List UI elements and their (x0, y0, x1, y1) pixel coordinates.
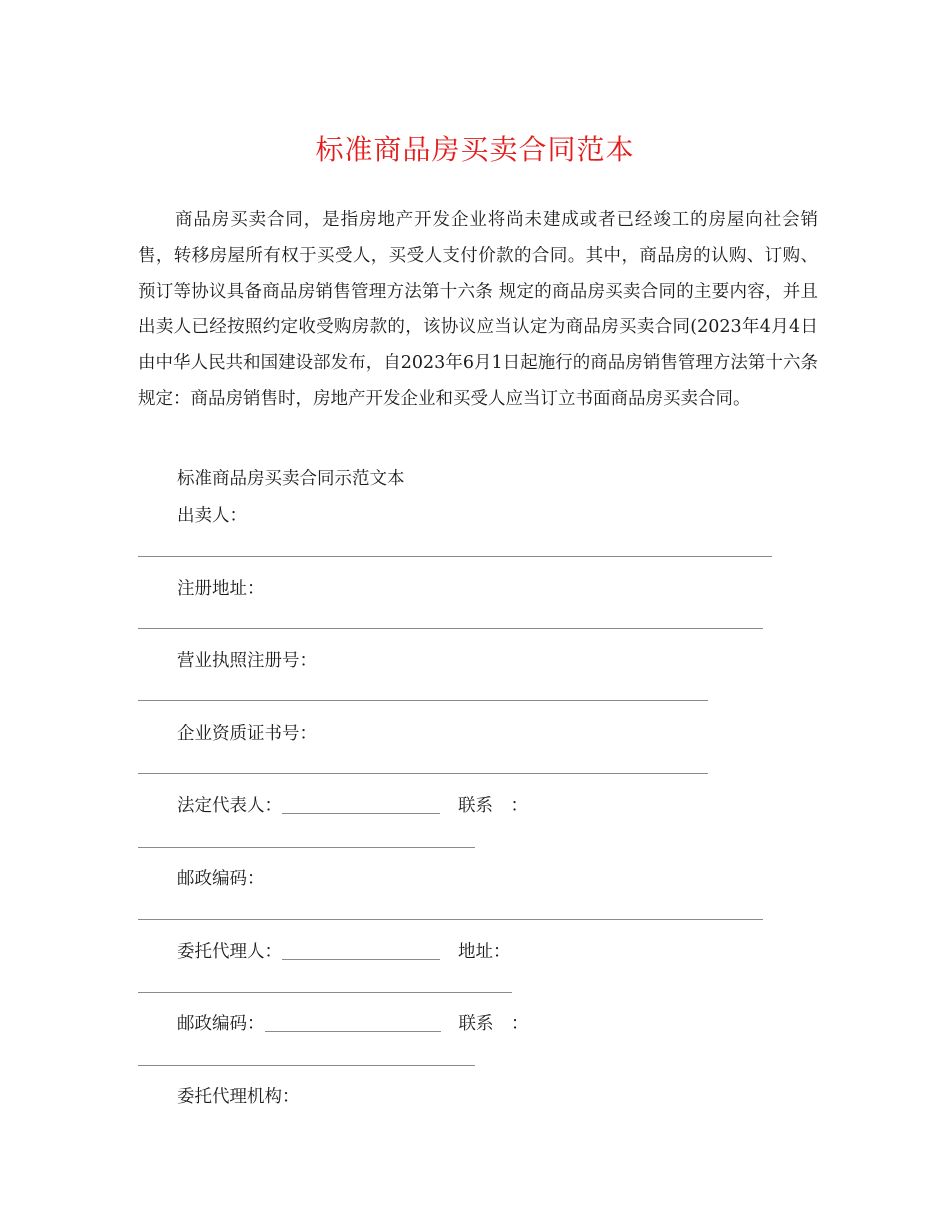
postal-code-2-blank (265, 1031, 441, 1032)
intro-paragraph: 商品房买卖合同，是指房地产开发企业将尚未建成或者已经竣工的房屋向社会销售，转移房屋所有权于买受人，买受人支付价款的合同。其中，商品房的认购、订购、预订等协议具备商品房销售管理方法第十六条 规定的商品房买卖合同的主要内容，并且出卖人已经按照约定收受购房款的，该协议应当认定为商品房买卖合同(2023年4月4日由中华人民共和国建设部发布，自2023年6月1日起施行的商品房销售管理方法第十六条 规定：商品房销售时，房地产开发企业和买受人应当订立书面商品房买卖合同。 (138, 210, 818, 409)
sample-heading: 标准商品房买卖合同示范文本 (177, 469, 405, 489)
postal-code-1-label: 邮政编码： (177, 869, 265, 889)
legal-rep-label: 法定代表人： (177, 796, 282, 816)
legal-rep-blank (282, 813, 440, 814)
contact-label-2: 联系 ： (458, 1014, 529, 1034)
seller-label: 出卖人： (177, 506, 247, 526)
address-blank-line (138, 992, 512, 993)
document-title: 标准商品房买卖合同范本 (315, 133, 635, 166)
contact-2-blank-line (138, 1065, 475, 1066)
postal-code-1-blank-line (138, 919, 763, 920)
address-label: 地址： (458, 942, 511, 962)
postal-code-2-label: 邮政编码： (177, 1014, 265, 1034)
business-license-blank-line (138, 700, 708, 701)
agent-blank (282, 959, 440, 960)
business-license-label: 营业执照注册号： (177, 651, 317, 671)
contact-label-1: 联系 ： (458, 796, 528, 816)
legal-rep-row (177, 792, 528, 817)
agency-label: 委托代理机构： (177, 1087, 300, 1107)
registered-address-blank-line (138, 628, 763, 629)
agent-label: 委托代理人： (177, 942, 282, 962)
contact-1-blank-line (138, 847, 475, 848)
qualification-cert-label: 企业资质证书号： (177, 724, 317, 744)
postal-code-2-row (177, 1010, 529, 1035)
qualification-cert-blank-line (138, 773, 708, 774)
seller-blank-line (138, 556, 772, 557)
registered-address-label: 注册地址： (177, 579, 265, 599)
agent-row (177, 938, 511, 963)
